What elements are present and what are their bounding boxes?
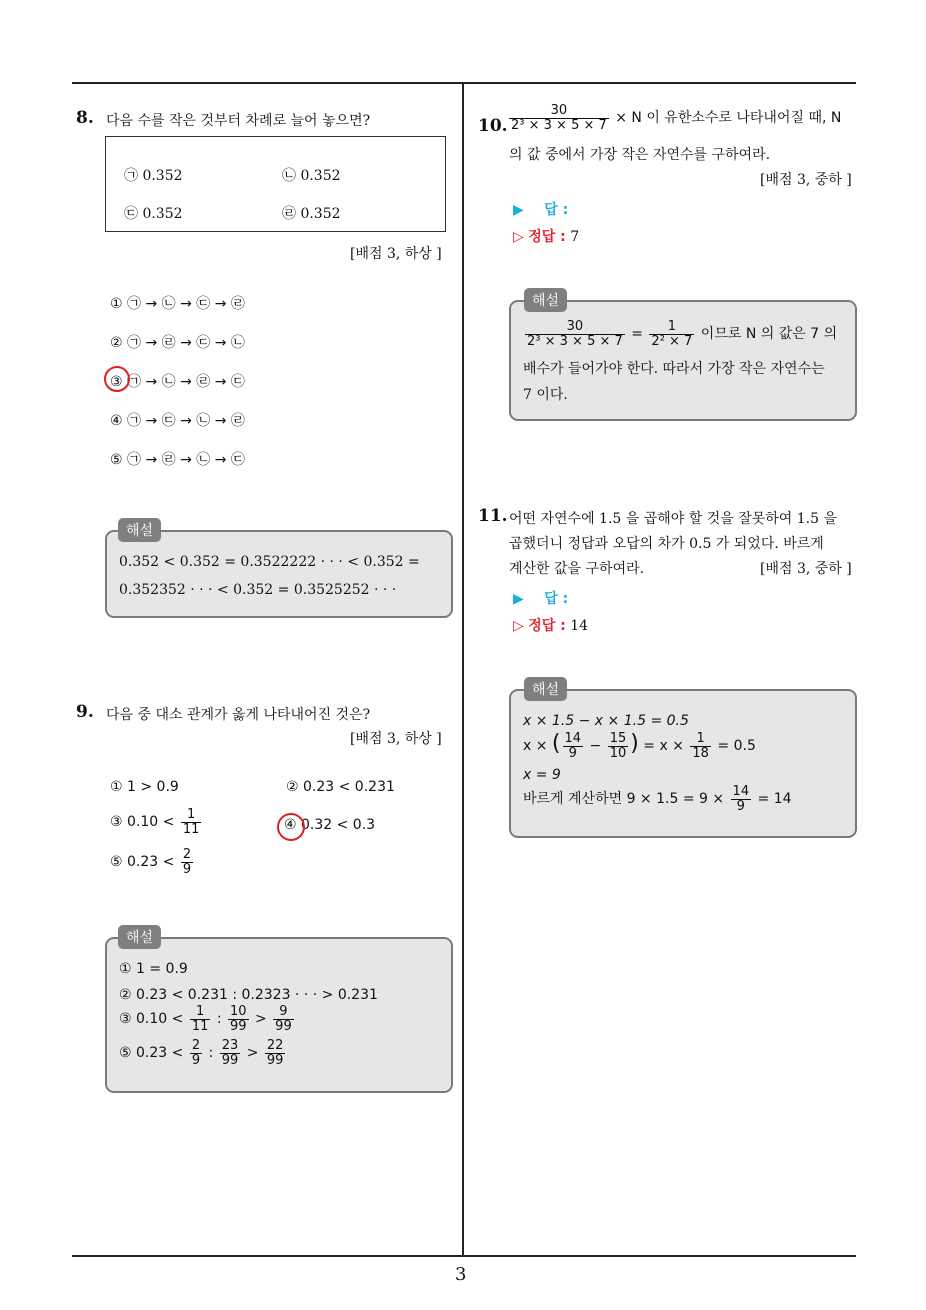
q11-question-line-3: 계산한 값을 구하여라.: [509, 561, 645, 577]
q11-number: 11.: [478, 506, 508, 526]
outline-arrow-icon: ▷: [513, 229, 524, 245]
q9-explanation-line-1: ① 1 = 0.9: [119, 961, 188, 977]
q9-choice-5[interactable]: ⑤ 0.23 < $\frac{2}{9}$: [110, 847, 192, 877]
q8-values-box: [105, 136, 446, 232]
q11-answer-row[interactable]: ▶ 답 :: [513, 591, 569, 607]
q9-question-text: 다음 중 대소 관계가 옳게 나타내어진 것은?: [106, 707, 371, 723]
q9-explanation-line-4: ⑤ 0.23 < $\frac{2}{9}$ : $\frac{23}{99}$ > $\frac{22}{99}$: [119, 1038, 284, 1068]
q11-question-line-1: 어떤 자연수에 1.5 을 곱해야 할 것을 잘못하여 1.5 을: [509, 511, 838, 527]
q8-question-text: 다음 수를 작은 것부터 차례로 늘어 놓으면?: [106, 113, 371, 129]
q8-selected-circle: [104, 366, 130, 392]
q8-value-c: ㉢ 0.352: [124, 206, 183, 222]
q8-choice-4[interactable]: ④ ㉠ → ㉢ → ㉡ → ㉣: [110, 413, 245, 429]
q10-explanation-box: [509, 300, 857, 421]
q11-explanation-tag: 해설: [524, 677, 567, 701]
q8-value-b: ㉡ 0.352: [282, 168, 341, 184]
q10-explanation-tag: 해설: [524, 288, 567, 312]
top-rule: [72, 82, 856, 84]
q11-explanation-line-3: x = 9: [523, 767, 561, 783]
q8-number: 8.: [76, 108, 94, 128]
q8-explanation-line-1: 0.352 < 0.352 = 0.3522222 · · · < 0.352 =: [119, 554, 420, 570]
q9-choice-4[interactable]: ④ 0.32 < 0.3: [284, 817, 376, 833]
q9-choice-3-fraction: $\frac{1}{11}$: [182, 807, 200, 837]
q8-value-a: ㉠ 0.352: [124, 168, 183, 184]
q9-choice-3[interactable]: ③ 0.10 < $\frac{1}{11}$: [110, 807, 200, 837]
q10-fraction: $\frac{30}{\text{2³ × 3 × 5 × 7}}$: [511, 103, 607, 133]
q11-explanation-line-2: x × ( $\frac{14}{9}$ − $\frac{15}{10}$ ) = x × $\frac{1}{18}$ = 0.5: [523, 730, 756, 761]
q9-explanation-tag: 해설: [118, 925, 161, 949]
q9-points: [배점 3, 하상 ]: [350, 731, 442, 747]
q8-points: [배점 3, 하상 ]: [350, 246, 442, 262]
page-number: 3: [455, 1264, 467, 1285]
q10-number: 10.: [478, 116, 508, 136]
play-arrow-icon: ▶: [513, 591, 524, 607]
play-arrow-icon: ▶: [513, 202, 524, 218]
q9-choice-2[interactable]: ② 0.23 < 0.231: [286, 779, 395, 795]
q10-points: [배점 3, 중하 ]: [760, 172, 852, 188]
q9-explanation-line-3: ③ 0.10 < $\frac{1}{11}$ : $\frac{10}{99}$ > $\frac{9}{99}$: [119, 1004, 292, 1034]
outline-arrow-icon: ▷: [513, 618, 524, 634]
q11-explanation-box: [509, 689, 857, 838]
q9-explanation-box: [105, 937, 453, 1093]
column-divider: [462, 83, 464, 1256]
q9-choice-1[interactable]: ① 1 > 0.9: [110, 779, 179, 795]
q10-explanation-line-1: $\frac{30}{\text{2³ × 3 × 5 × 7}}$ = $\frac{1}{\text{2² × 7}}$ 이므로 N 의 값은 7 의: [527, 319, 838, 349]
q10-question-line-2: 의 값 중에서 가장 작은 자연수를 구하여라.: [509, 147, 771, 163]
q10-explanation-line-3: 7 이다.: [523, 387, 568, 403]
q11-correct-row: ▷ 정답 : 14: [513, 618, 589, 634]
q11-points: [배점 3, 중하 ]: [760, 561, 852, 577]
q8-value-d: ㉣ 0.352: [282, 206, 341, 222]
q9-choice-5-fraction: $\frac{2}{9}$: [182, 847, 192, 877]
q8-explanation-line-2: 0.352352 · · · < 0.352 = 0.3525252 · · ·: [119, 582, 397, 598]
q11-explanation-line-1: x × 1.5 − x × 1.5 = 0.5: [523, 713, 689, 729]
q10-answer-row[interactable]: ▶ 답 :: [513, 202, 569, 218]
q8-choice-5[interactable]: ⑤ ㉠ → ㉣ → ㉡ → ㉢: [110, 452, 245, 468]
q8-choice-3[interactable]: ③ ㉠ → ㉡ → ㉣ → ㉢: [110, 374, 245, 390]
q11-question-line-2: 곱했더니 정답과 오답의 차가 0.5 가 되었다. 바르게: [509, 536, 824, 552]
q9-selected-circle: [277, 813, 305, 841]
q9-number: 9.: [76, 702, 94, 722]
q10-correct-row: ▷ 정답 : 7: [513, 229, 580, 245]
q10-explanation-line-2: 배수가 들어가야 한다. 따라서 가장 작은 자연수는: [523, 361, 825, 377]
q11-explanation-line-4: 바르게 계산하면 9 × 1.5 = 9 × $\frac{14}{9}$ = 14: [523, 784, 792, 814]
bottom-rule: [72, 1255, 856, 1257]
q8-choice-1[interactable]: ① ㉠ → ㉡ → ㉢ → ㉣: [110, 296, 245, 312]
q8-explanation-box: [105, 530, 453, 618]
q8-explanation-tag: 해설: [118, 518, 161, 542]
q10-question-line-1: $\frac{30}{\text{2³ × 3 × 5 × 7}}$ × N 이 유한소수로 나타내어질 때, N: [511, 103, 842, 133]
q8-choice-2[interactable]: ② ㉠ → ㉣ → ㉢ → ㉡: [110, 335, 245, 351]
q9-explanation-line-2: ② 0.23 < 0.231 : 0.2323 · · · > 0.231: [119, 987, 378, 1003]
